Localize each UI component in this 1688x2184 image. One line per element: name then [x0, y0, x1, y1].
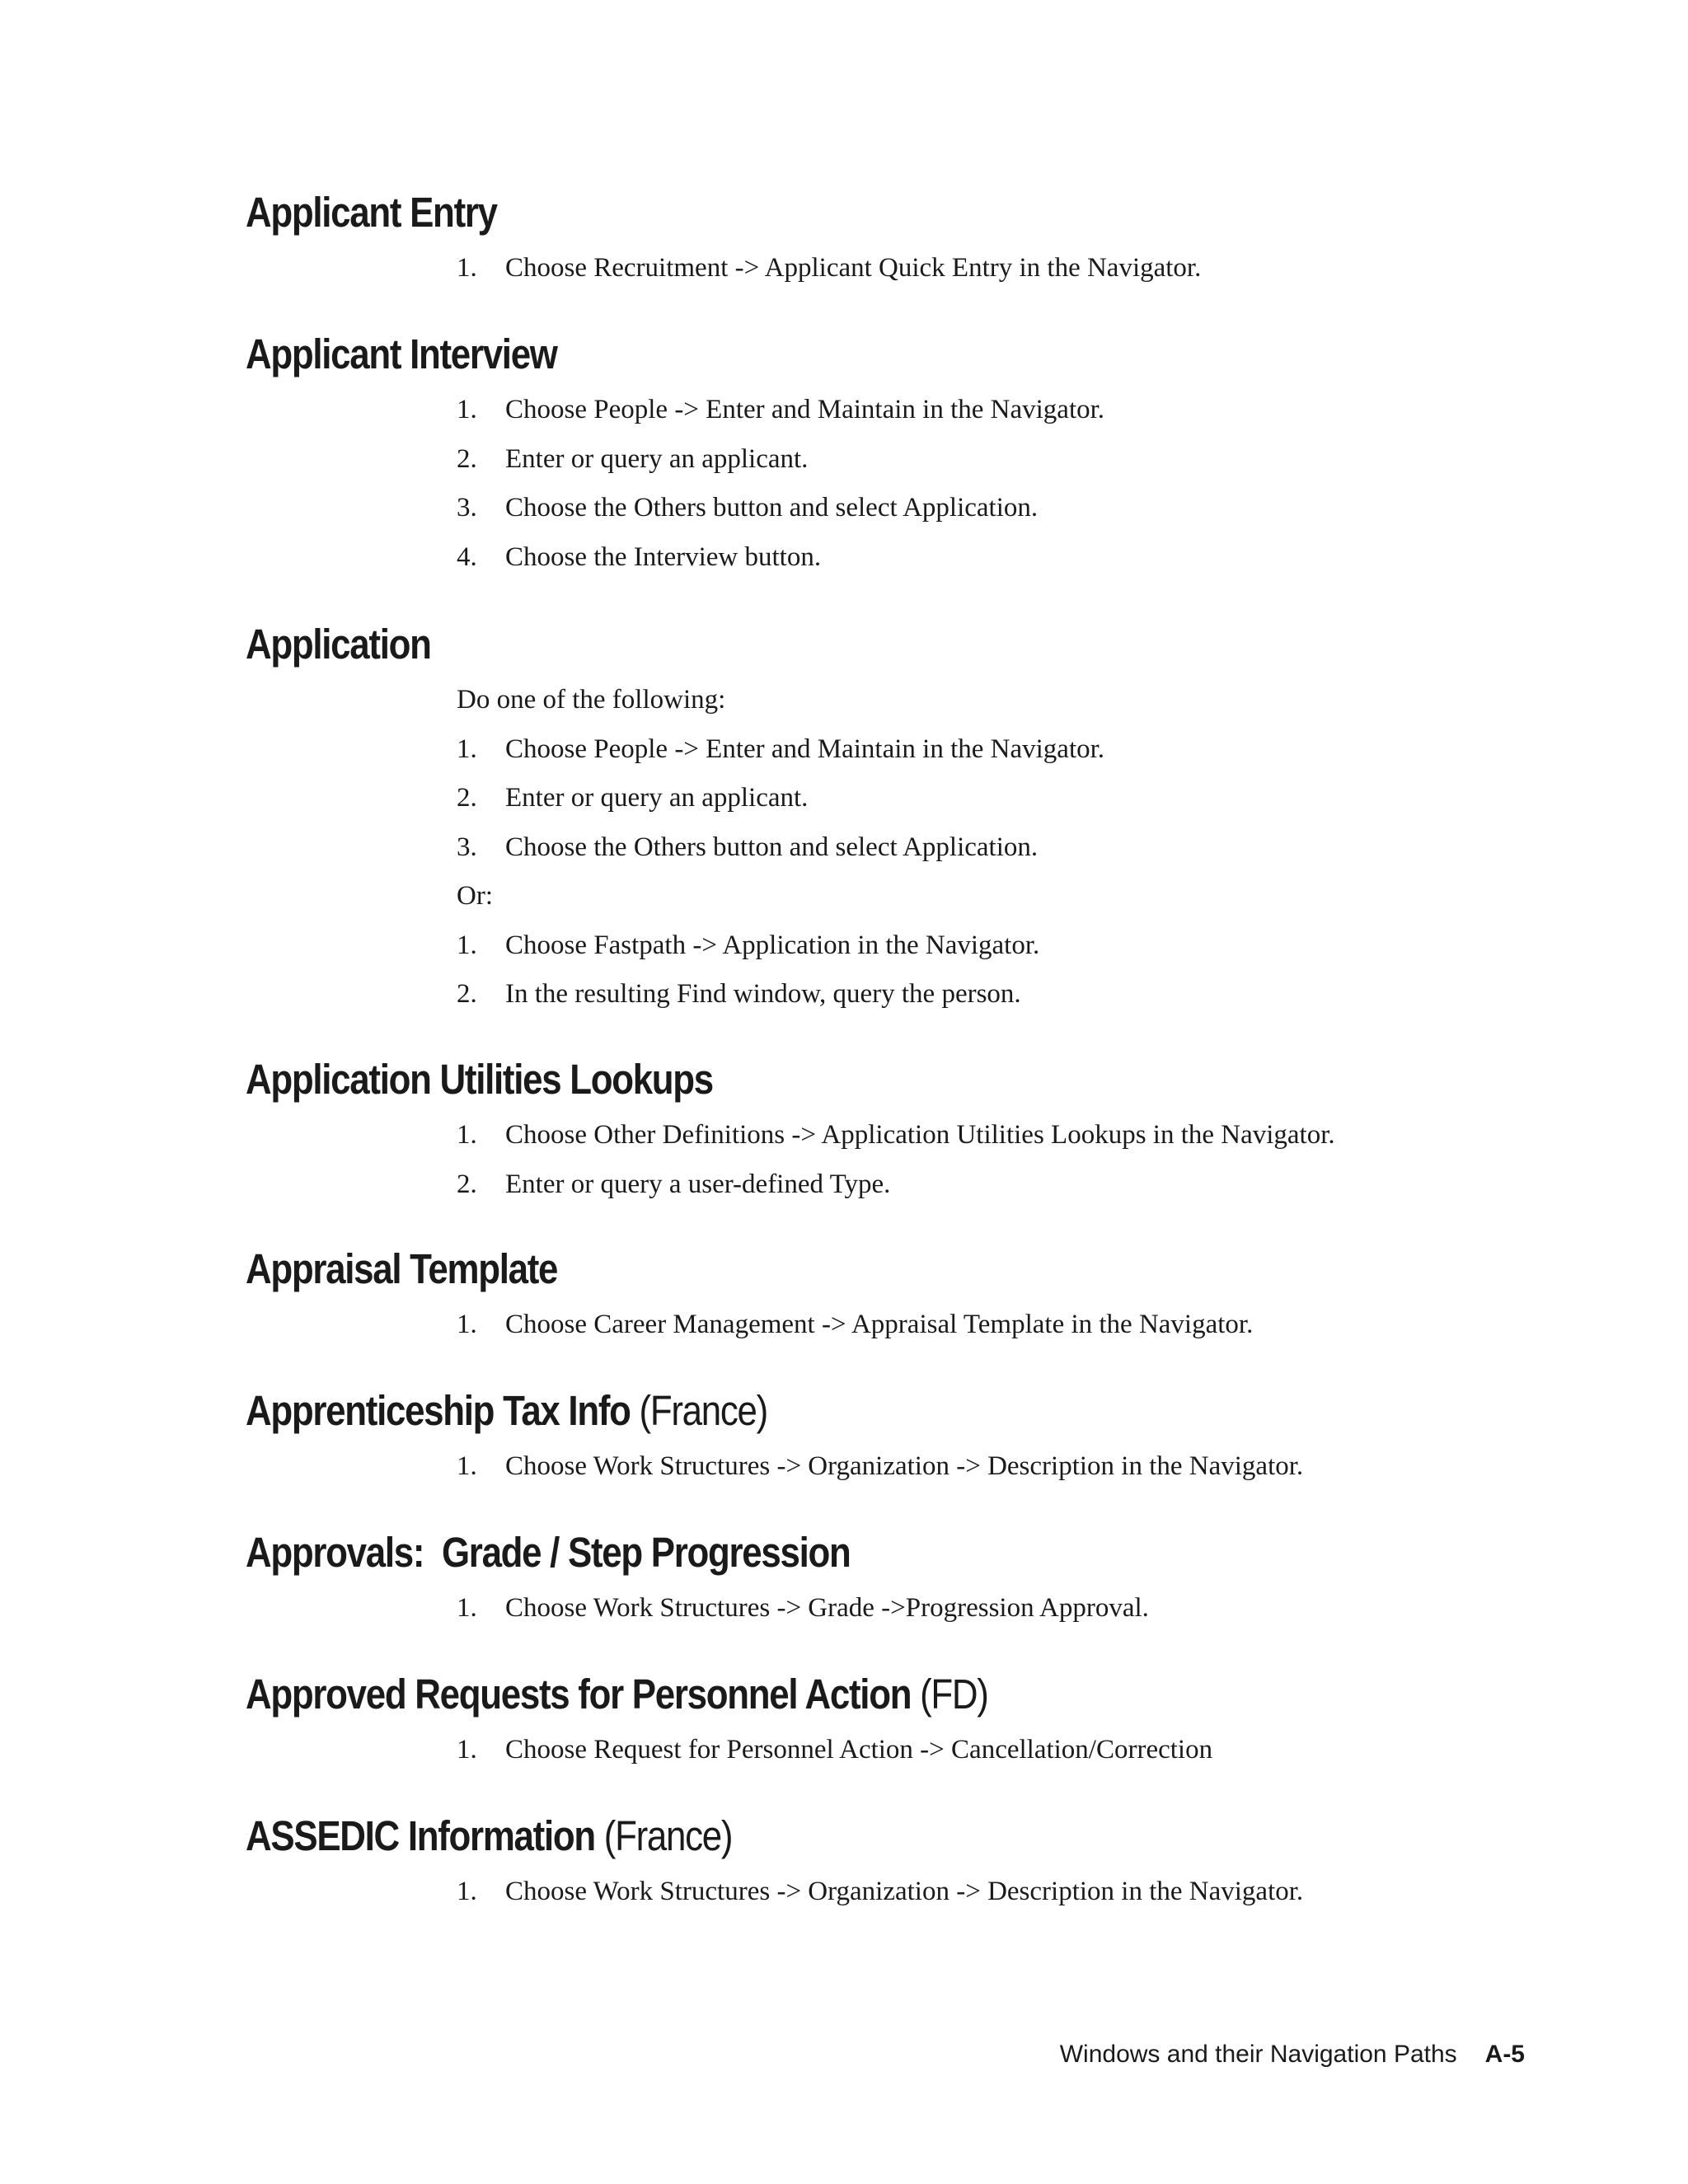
step-number: 1.	[457, 1593, 477, 1623]
step-number: 1.	[457, 1735, 477, 1765]
list-item	[457, 484, 1531, 533]
list-item	[457, 244, 1531, 293]
heading-title: ASSEDIC Information	[246, 1812, 595, 1859]
section-heading	[246, 620, 1352, 669]
list-item	[457, 533, 1531, 583]
heading-title: Applicant Entry	[246, 189, 497, 236]
heading-title: Approved Requests for Personnel Action	[246, 1671, 912, 1718]
step-text: Choose Request for Personnel Action -> Cancellation/Correction	[505, 1735, 1213, 1765]
section-body	[457, 1868, 1531, 1917]
section-apprenticeship-tax-info	[246, 1386, 1531, 1492]
section-application-utilities-lookups	[246, 1055, 1531, 1209]
section-heading	[246, 330, 1352, 379]
list-item	[457, 725, 1531, 775]
heading-title: Apprenticeship Tax Info	[246, 1387, 631, 1434]
step-number: 1.	[457, 253, 477, 283]
step-text: Choose People -> Enter and Maintain in the Navigator.	[505, 733, 1105, 764]
step-number: 2.	[457, 443, 477, 474]
step-text: In the resulting Find window, query the person.	[505, 979, 1021, 1009]
list-item	[457, 1442, 1531, 1492]
step-number: 3.	[457, 832, 477, 862]
heading-qualifier: (France)	[594, 1812, 733, 1859]
section-heading	[246, 1386, 1352, 1436]
step-text: Enter or query an applicant.	[505, 443, 809, 474]
list-item	[457, 1301, 1531, 1350]
step-number: 3.	[457, 493, 477, 523]
step-number: 1.	[457, 1310, 477, 1339]
page-footer	[1060, 2041, 1525, 2069]
step-text: Choose Fastpath -> Application in the Navigator.	[505, 930, 1040, 960]
list-item	[457, 1111, 1531, 1160]
step-text: Enter or query a user-defined Type.	[505, 1169, 891, 1199]
step-number: 1.	[457, 733, 477, 764]
step-text: Choose Work Structures -> Grade ->Progression Approval.	[505, 1593, 1149, 1623]
step-text: Choose the Interview button.	[505, 541, 822, 572]
step-number: 2.	[457, 783, 477, 813]
section-applicant-interview	[246, 330, 1531, 582]
list-item	[457, 921, 1531, 971]
step-text: Enter or query an applicant.	[505, 783, 809, 813]
step-number: 1.	[457, 1451, 477, 1481]
list-item	[457, 1584, 1531, 1633]
section-body	[457, 1726, 1531, 1775]
list-item	[457, 970, 1531, 1019]
heading-title: Appraisal Template	[246, 1245, 558, 1292]
step-text: Do one of the following:	[457, 685, 726, 715]
list-item	[457, 774, 1531, 823]
footer-chapter-title: Windows and their Navigation Paths	[1059, 2041, 1457, 2068]
section-body	[457, 1584, 1531, 1633]
step-text: Choose Career Management -> Appraisal Template in the Navigator.	[505, 1310, 1254, 1339]
section-body	[457, 676, 1531, 1019]
heading-qualifier: (FD)	[911, 1671, 988, 1718]
section-body	[457, 1442, 1531, 1492]
step-number: 1.	[457, 1120, 477, 1150]
section-body	[457, 1111, 1531, 1209]
list-item	[457, 435, 1531, 485]
step-text: Choose the Others button and select Application.	[505, 832, 1039, 862]
section-body	[457, 386, 1531, 582]
step-text: Choose the Others button and select Application.	[505, 493, 1039, 523]
list-item	[457, 1160, 1531, 1210]
section-approvals-grade-step-progression	[246, 1528, 1531, 1633]
step-number: 2.	[457, 979, 477, 1009]
step-text: Choose Recruitment -> Applicant Quick Entry in the Navigator.	[505, 253, 1202, 283]
or-text	[457, 872, 1531, 921]
step-number: 2.	[457, 1169, 477, 1199]
heading-title: Application Utilities Lookups	[246, 1056, 713, 1103]
section-body	[457, 244, 1531, 293]
section-heading	[246, 188, 1352, 237]
section-applicant-entry	[246, 188, 1531, 293]
step-text: Or:	[457, 881, 493, 911]
heading-title: Application	[246, 621, 431, 668]
step-number: 4.	[457, 541, 477, 572]
intro-text	[457, 676, 1531, 725]
list-item	[457, 1726, 1531, 1775]
step-text: Choose Other Definitions -> Application Utilities Lookups in the Navigator.	[505, 1120, 1335, 1150]
list-item	[457, 823, 1531, 873]
section-heading	[246, 1244, 1352, 1294]
section-heading	[246, 1670, 1352, 1719]
section-heading	[246, 1528, 1352, 1577]
heading-qualifier: (France)	[630, 1387, 767, 1434]
section-appraisal-template	[246, 1244, 1531, 1350]
section-heading	[246, 1055, 1352, 1104]
step-number: 1.	[457, 395, 477, 424]
section-heading	[246, 1811, 1352, 1861]
heading-title: Approvals: Grade / Step Progression	[246, 1529, 851, 1576]
section-assedic-information	[246, 1811, 1531, 1917]
section-body	[457, 1301, 1531, 1350]
step-number: 1.	[457, 1877, 477, 1906]
step-number: 1.	[457, 930, 477, 960]
step-text: Choose People -> Enter and Maintain in the Navigator.	[505, 395, 1105, 424]
step-text: Choose Work Structures -> Organization -> Description in the Navigator.	[505, 1877, 1304, 1906]
heading-title: Applicant Interview	[246, 330, 557, 377]
list-item	[457, 386, 1531, 435]
section-application	[246, 620, 1531, 1019]
list-item	[457, 1868, 1531, 1917]
page-number: A-5	[1484, 2041, 1525, 2068]
section-approved-requests-personnel-action	[246, 1670, 1531, 1775]
step-text: Choose Work Structures -> Organization -> Description in the Navigator.	[505, 1451, 1304, 1481]
